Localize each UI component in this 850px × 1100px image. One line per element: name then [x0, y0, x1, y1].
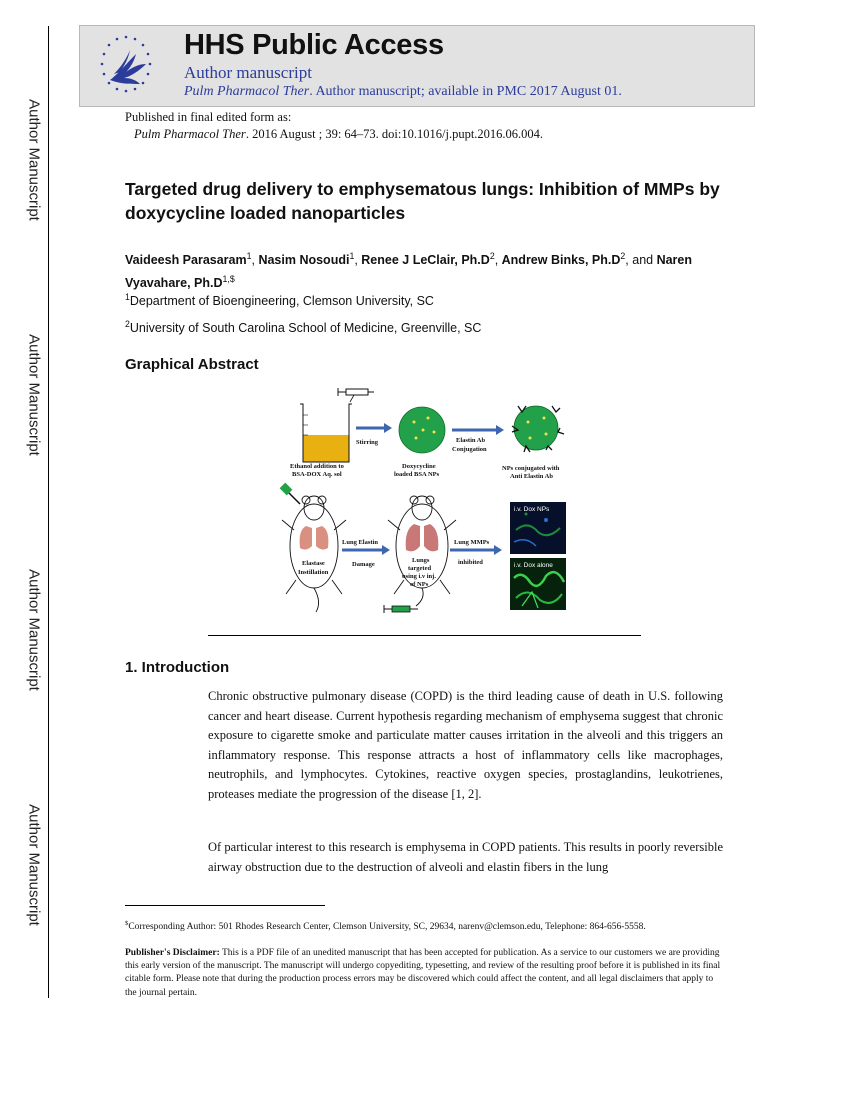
label-lung-damage-1: Lung Elastin	[342, 539, 378, 546]
label-doxy-1: Doxycycline	[402, 463, 436, 470]
author-separator: ,	[354, 253, 362, 268]
lungs-targeted-icon	[406, 524, 439, 551]
intro-heading: 1. Introduction	[125, 659, 230, 676]
label-nps-2: Anti Elastin Ab	[510, 473, 553, 480]
author-affiliation-sup: 1	[349, 251, 355, 261]
mouse-elastase-icon	[282, 496, 346, 612]
author-name: Naren Vyavahare, Ph.D	[125, 253, 693, 291]
author-name: Nasim Nosoudi	[258, 253, 350, 268]
label-mmps-1: Lung MMPs	[454, 539, 490, 546]
intro-paragraph-1: Chronic obstructive pulmonary disease (COPD) is the third leading cause of death in U.S. following cancer and heart disease. Current hypothesis regarding mechanism of emphysema suggest that chronic exposure to cigarette smoke and particulate matter causes irritation in the alveoli and this triggers an inflammatory response. This response attracts a host of inflammatory cells like macrophages, neutrophils, and lymphocytes. Cytokines, reactive oxygen species, prostaglandins, leukotrienes, proteases mediate the progression of the disease [1, 2].	[208, 689, 723, 801]
footnote-rule	[125, 905, 325, 906]
label-elastase-1: Elastase	[302, 560, 325, 567]
abstract-divider	[208, 635, 641, 636]
author-affiliation-sup: 2	[489, 251, 495, 261]
label-nps-1: NPs conjugated with	[502, 465, 560, 472]
nanoparticle-icon	[399, 407, 445, 453]
intro-paragraph-2: Of particular interest to this research is emphysema in COPD patients. This results in poorly reversible airway obstruction due to the destruction of alveoli and elastin fibers in the lung	[208, 840, 723, 874]
arrow-mmps-icon	[450, 545, 502, 555]
lungs-icon	[300, 526, 329, 550]
label-micro-bottom: i.v. Dox alone	[514, 562, 553, 569]
label-ethanol-2: BSA-DOX Aq. sol	[292, 471, 342, 478]
label-elastase-2: Instillation	[298, 569, 329, 576]
arrow-stirring-icon	[356, 423, 392, 433]
label-micro-top: i.v. Dox NPs	[514, 506, 550, 513]
author-name: Renee J LeClair, Ph.D	[361, 253, 490, 268]
author-separator: ,	[251, 253, 259, 268]
publisher-disclaimer: Publisher's Disclaimer: This is a PDF file of an unedited manuscript that has been accepted for publication. As a service to our customers we are providing this early version of the manuscript. The manuscript will undergo copyediting, typesetting, and review of the resulting proof before it is published in its final citable form. Please note that during the production process errors may be discovered which could affect the content, and all legal disclaimers that apply to the journal pertain.	[125, 948, 721, 998]
label-lungs-4: of NPs	[410, 581, 429, 588]
author-name: Vaideesh Parasaram	[125, 253, 247, 268]
hhs-title: HHS Public Access	[184, 29, 444, 61]
author-separator: ,	[494, 253, 502, 268]
published-label: Published in final edited form as:	[125, 110, 292, 124]
published-citation: Pulm Pharmacol Ther. 2016 August ; 39: 64–73. doi:10.1016/j.pupt.2016.06.004.	[134, 127, 544, 141]
hhs-header	[79, 25, 755, 107]
affiliation-2: $^2$University of South Carolina School of Medicine, Greenville, SC	[125, 319, 482, 336]
label-ethanol-1: Ethanol addition to	[290, 463, 344, 470]
dropper-icon	[280, 483, 300, 504]
label-lungs-2: targeted	[408, 565, 432, 572]
label-elastin-conj-1: Elastin Ab	[456, 437, 486, 444]
conjugated-nanoparticle-icon	[512, 406, 564, 452]
syringe-injection-icon	[384, 605, 418, 613]
label-lungs-1: Lungs	[412, 557, 430, 564]
hhs-eagle-logo-icon	[90, 30, 162, 102]
affiliation-1: $^1$Department of Bioengineering, Clemson University, SC	[125, 292, 434, 309]
availability-line: Pulm Pharmacol Ther. Author manuscript; available in PMC 2017 August 01.	[184, 84, 622, 99]
author-list	[125, 247, 745, 293]
beaker-icon	[300, 404, 352, 462]
margin-rule	[48, 26, 49, 998]
arrow-conjugation-icon	[452, 425, 504, 435]
label-doxy-2: loaded BSA NPs	[394, 471, 440, 478]
syringe-icon	[338, 388, 374, 402]
author-affiliation-sup: 2	[620, 251, 626, 261]
label-lung-damage-2: Damage	[352, 561, 375, 568]
graphical-abstract-heading: Graphical Abstract	[125, 356, 259, 373]
arrow-damage-icon	[342, 545, 390, 555]
label-lungs-3: using i.v inj.	[402, 573, 436, 580]
author-affiliation-sup: 1	[246, 251, 252, 261]
label-elastin-conj-2: Conjugation	[452, 446, 487, 453]
author-name: Andrew Binks, Ph.D	[501, 253, 621, 268]
mouse-targeted-icon	[388, 496, 456, 606]
graphical-abstract-figure	[276, 380, 576, 620]
corresponding-author-note: $Corresponding Author: 501 Rhodes Research Center, Clemson University, SC, 29634, narenv@clemson.edu, Telephone: 864-656-5558.	[125, 920, 646, 933]
author-separator: , and	[625, 253, 657, 268]
author-affiliation-sup: 1,$	[222, 274, 235, 285]
label-stirring: Stirring	[356, 439, 379, 446]
label-mmps-2: inhibited	[458, 559, 483, 566]
author-manuscript-label: Author manuscript	[184, 63, 312, 82]
article-title: Targeted drug delivery to emphysematous lungs: Inhibition of MMPs by doxycycline loaded nanoparticles	[125, 179, 720, 223]
